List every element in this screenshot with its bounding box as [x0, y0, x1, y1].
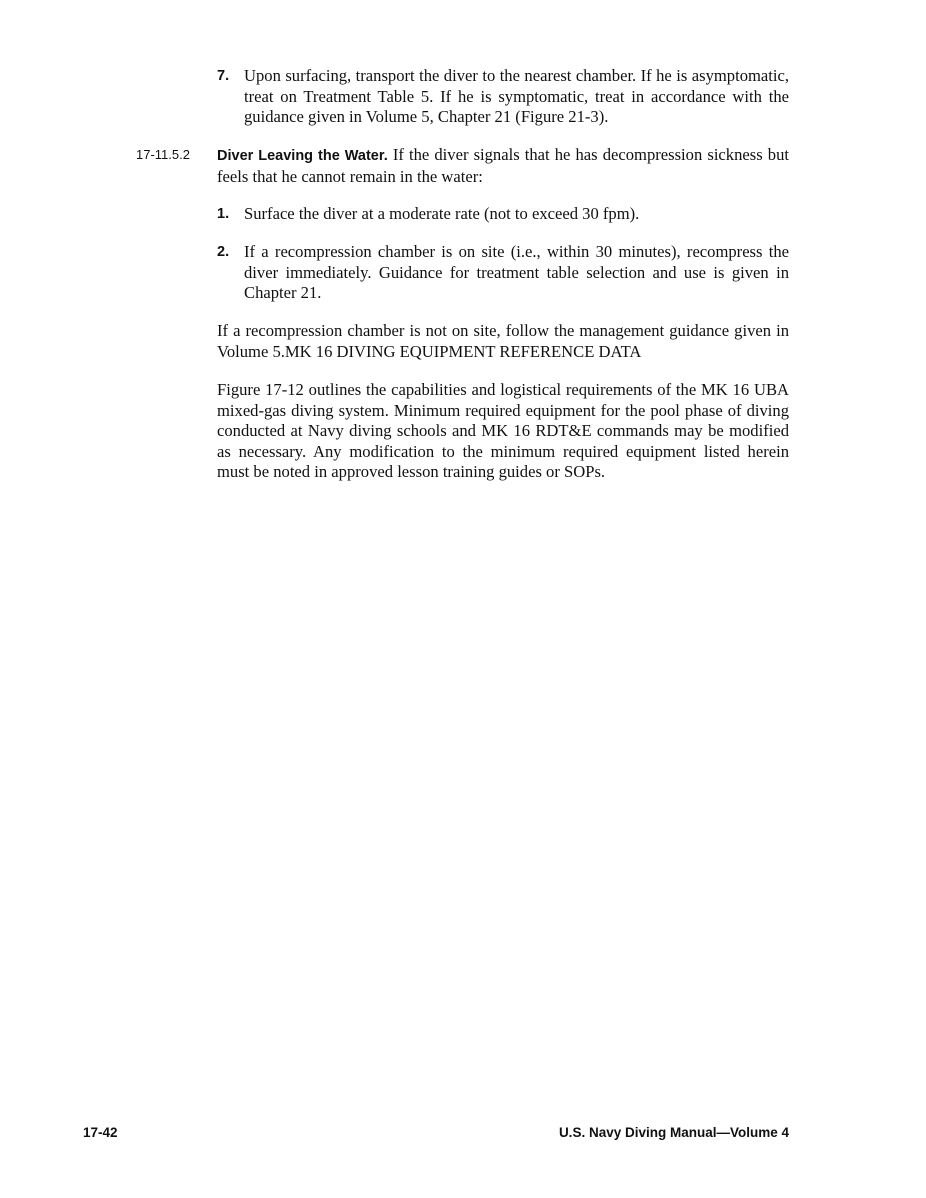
page-number: 17-42 [83, 1125, 118, 1140]
list-item-7 [217, 66, 789, 128]
section-heading: Diver Leaving the Water. [217, 148, 388, 164]
footer-title: U.S. Navy Diving Manual—Volume 4 [558, 1125, 789, 1140]
list-item-text: Surface the diver at a moderate rate (not to exceed 30 fpm). [244, 204, 640, 223]
list-item-1 [217, 204, 789, 225]
list-item-number: 2. [217, 244, 230, 260]
list-item-text: If a recompression chamber is on site (i.e., within 30 minutes), recompress the diver immediately. Guidance for treatment table selection and use is given in Chapter 21. [244, 242, 789, 303]
list-item-2 [217, 242, 789, 304]
list-item-number: 1. [217, 206, 230, 222]
section-number: 17-11.5.2 [136, 147, 190, 162]
paragraph-figure-17-12: Figure 17-12 outlines the capabilities and logistical requirements of the MK 16 UBA mixed-gas diving system. Minimum required equipment for the pool phase of diving conducted at Navy diving schools and MK 16 RDT&E commands may be modified as necessary. Any modification to the minimum required equipment listed herein must be noted in approved lesson training guides or SOPs. [217, 380, 789, 482]
list-item-number: 7. [217, 68, 230, 84]
list-item-text: Upon surfacing, transport the diver to the nearest chamber. If he is asymptomatic, treat on Treatment Table 5. If he is symptomatic, treat in accordance with the guidance given in Volume 5, Chapter 21 (Figure 21-3). [244, 66, 789, 127]
paragraph-chamber-not-on-site: If a recompression chamber is not on site, follow the management guidance given in Volume 5.MK 16 DIVING EQUIPMENT REFERENCE DATA [217, 321, 789, 361]
section-paragraph [217, 145, 789, 187]
section-text: If the diver signals that he has decompression sickness but feels that he cannot remain in the water: [217, 145, 789, 186]
